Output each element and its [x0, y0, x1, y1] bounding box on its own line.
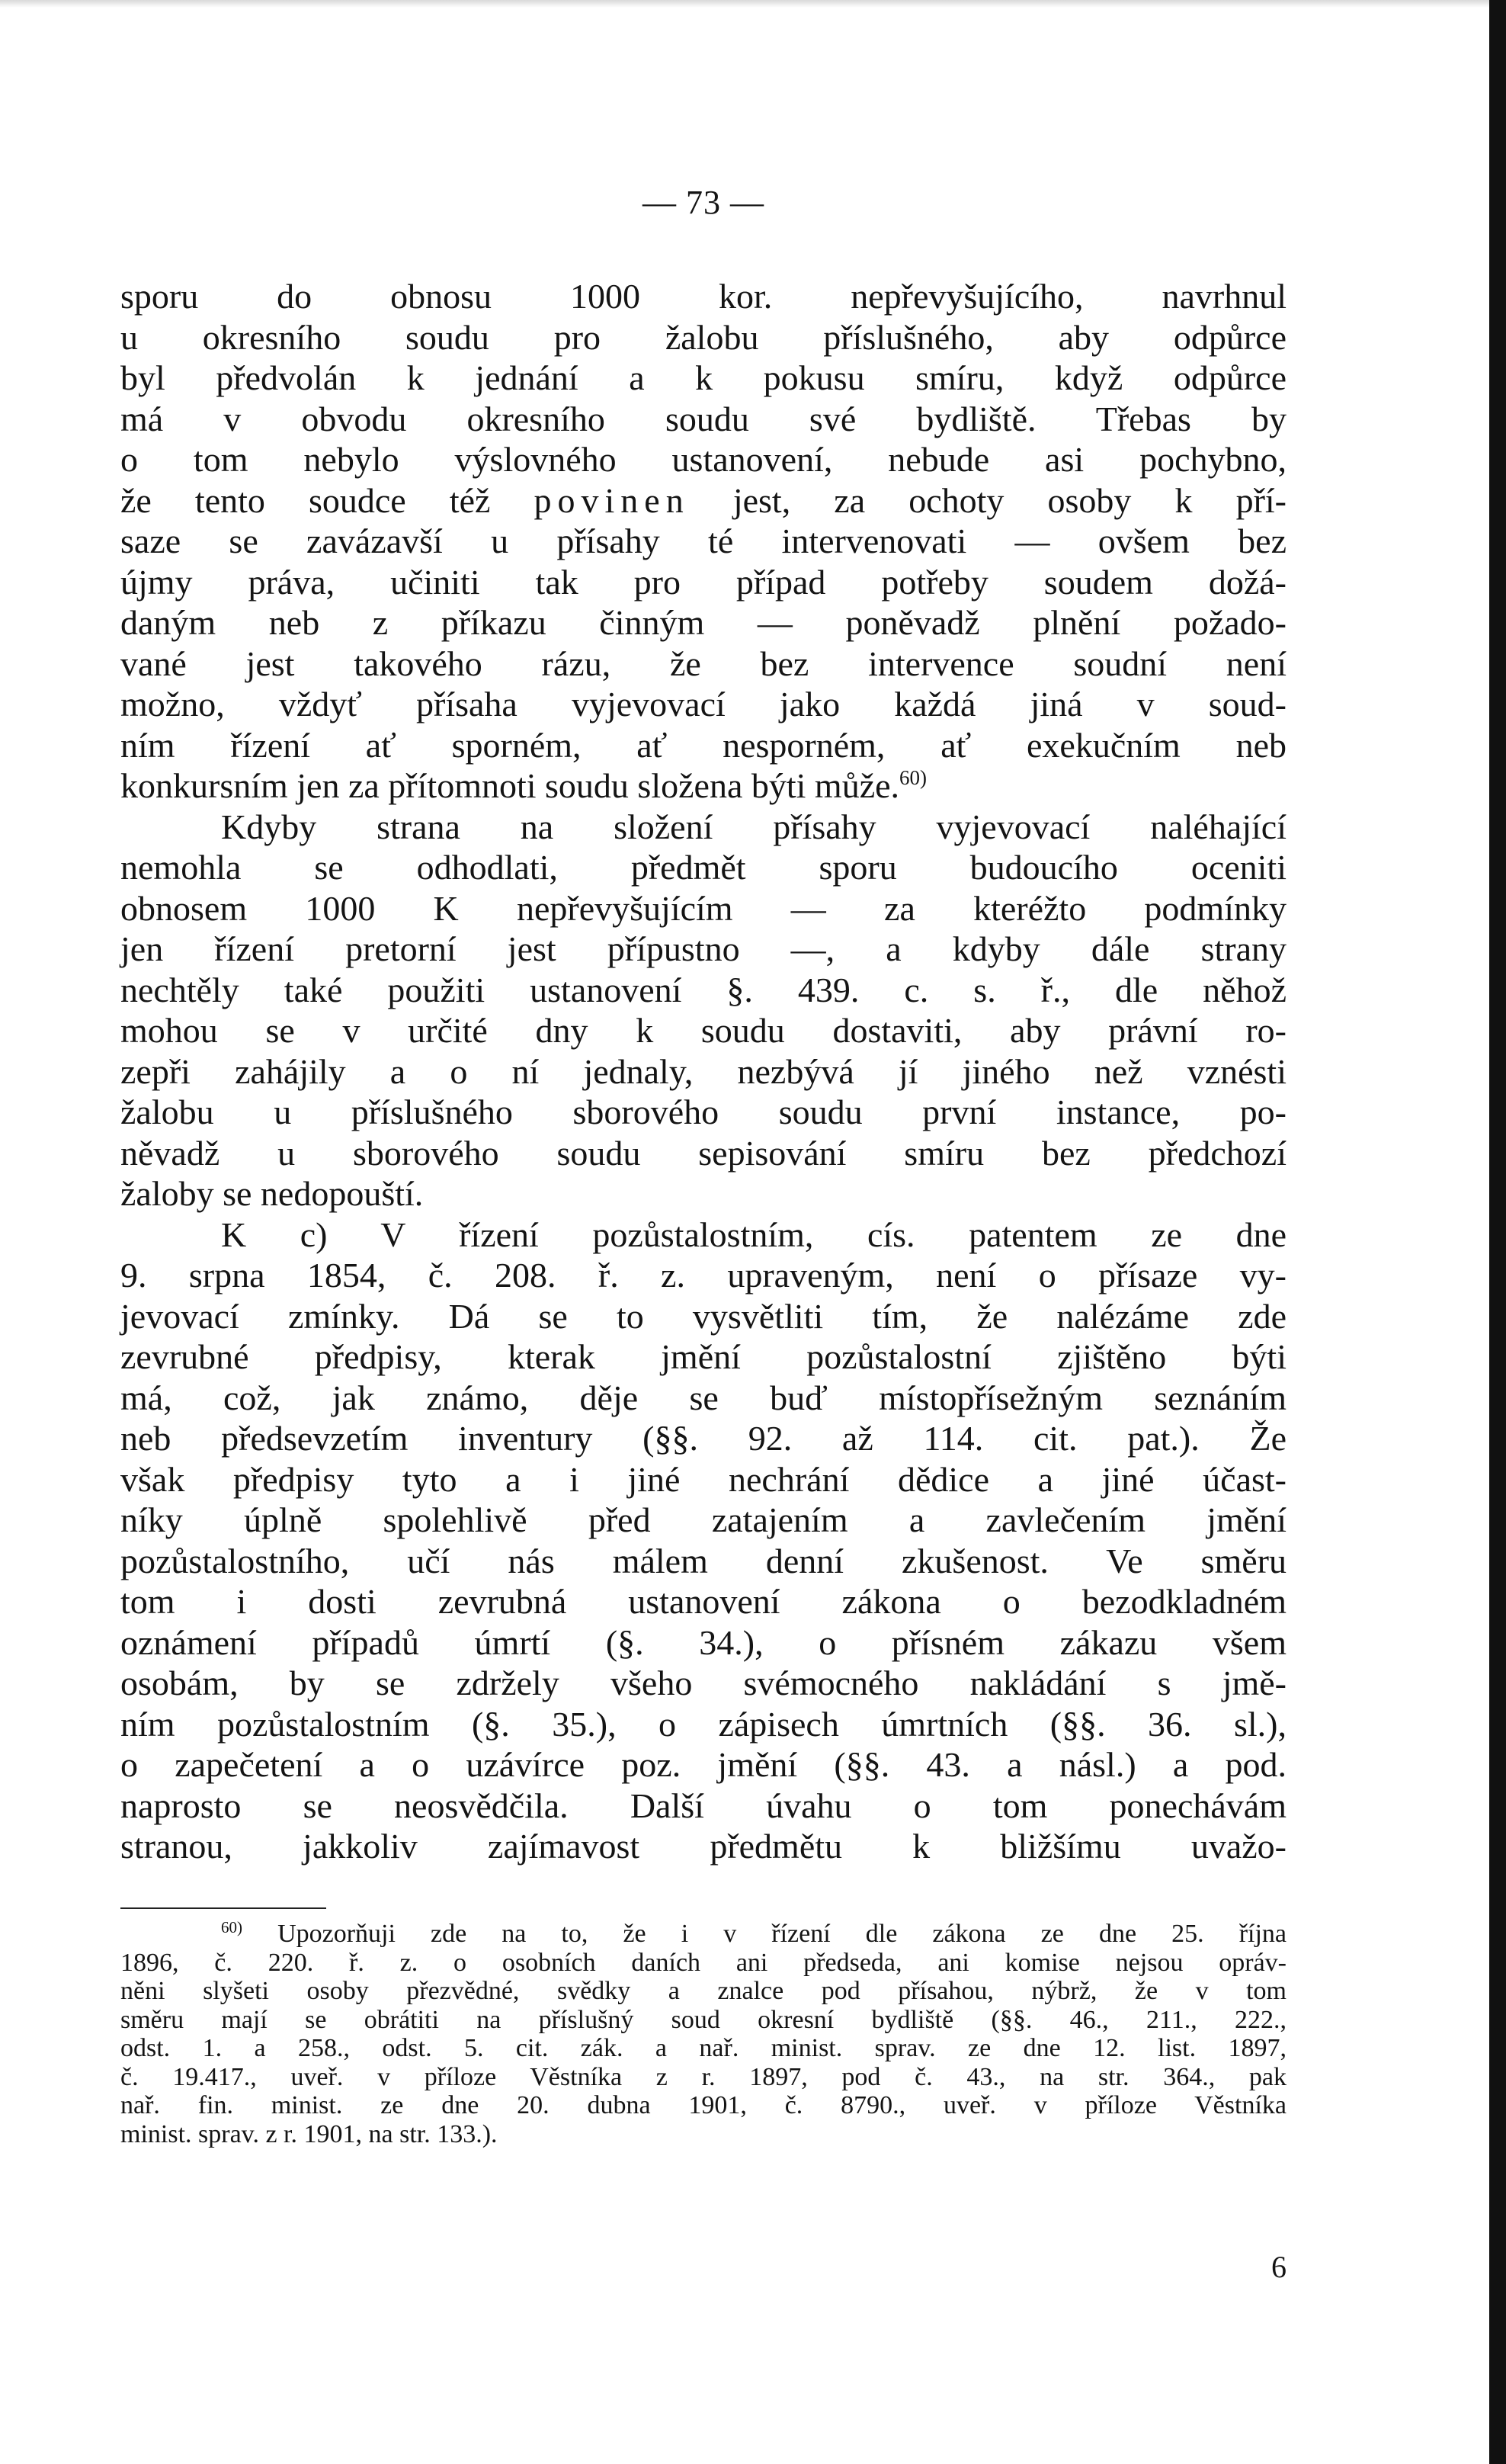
- text-line: o zapečetení a o uzávírce poz. jmění (§§. 43. a násl.) a pod.: [120, 1745, 1287, 1784]
- text-line: Kdyby strana na složení přísahy vyjevovací naléhající: [221, 807, 1287, 846]
- text-line: osobám, by se zdržely všeho svémocného nakládání s jmě-: [120, 1664, 1287, 1702]
- footnote-line: něni slyšeti osoby přezvědné, svědky a znalce pod přísahou, nýbrž, že v tom: [120, 1977, 1287, 2005]
- footnote-divider: [120, 1907, 326, 1909]
- text-segment: že tento soudce též: [120, 480, 491, 520]
- text-line: u okresního soudu pro žalobu příslušného, aby odpůrce: [120, 317, 1287, 357]
- text-line: vané jest takového rázu, že bez intervence soudní není: [120, 643, 1287, 683]
- text-line: neb předsevzetím inventury (§§. 92. až 114. cit. pat.). Že: [120, 1419, 1287, 1458]
- text-line: 9. srpna 1854, č. 208. ř. z. upraveným, není o přísaze vy-: [120, 1256, 1287, 1295]
- text-line: ním pozůstalostním (§. 35.), o zápisech úmrtních (§§. 36. sl.),: [120, 1704, 1287, 1744]
- scan-right-edge: [1489, 0, 1506, 2464]
- text-line: újmy práva, učiniti tak pro případ potřeby soudem dožá-: [120, 562, 1287, 602]
- text-line: má v obvodu okresního soudu své bydliště. Třebas by: [120, 399, 1287, 438]
- text-line: oznámení případů úmrtí (§. 34.), o přísném zákazu všem: [120, 1622, 1287, 1662]
- text-line: [120, 480, 1287, 521]
- text-line: stranou, jakkoliv zajímavost předmětu k bližšímu uvažo-: [120, 1827, 1287, 1866]
- footnote-block: [120, 1920, 1287, 2148]
- footnote-marker: 60): [221, 1918, 242, 1936]
- footnote-line: nař. fin. minist. ze dne 20. dubna 1901, č. 8790., uveř. v příloze Věstníka: [120, 2091, 1287, 2119]
- page-number: — 73 —: [642, 184, 764, 221]
- text-line: tom i dosti zevrubná ustanovení zákona o bezodkladném: [120, 1582, 1287, 1621]
- footnote-line: směru mají se obrátiti na příslušný soud okresní bydliště (§§. 46., 211., 222.,: [120, 2005, 1287, 2034]
- text-line: níky úplně spolehlivě před zatajením a zavlečením jmění: [120, 1500, 1287, 1539]
- text-line: byl předvolán k jednání a k pokusu smíru, když odpůrce: [120, 358, 1287, 397]
- text-line: možno, vždyť přísaha vyjevovací jako každá jiná v soud-: [120, 685, 1287, 723]
- text-line: saze se zavázavší u přísahy té intervenovati — ovšem bez: [120, 521, 1287, 560]
- footnote-line: č. 19.417., uveř. v příloze Věstníka z r. 1897, pod č. 43., na str. 364., pak: [120, 2062, 1287, 2091]
- text-line: K c) V řízení pozůstalostním, cís. patentem ze dne: [221, 1214, 1287, 1254]
- text-line: nemohla se odhodlati, předmět sporu budoucího oceniti: [120, 848, 1287, 887]
- text-segment: jest, za ochoty osoby k pří-: [732, 480, 1287, 520]
- text-line: pozůstalostního, učí nás málem denní zkušenost. Ve směru: [120, 1541, 1287, 1580]
- footnote-line: [120, 1920, 1287, 1949]
- text-line: žalobu u příslušného sborového soudu první instance, po-: [120, 1092, 1287, 1131]
- footnote-line: 1896, č. 220. ř. z. o osobních daních ani předseda, ani komise nejsou opráv-: [120, 1948, 1287, 1977]
- book-page: [120, 0, 1287, 2464]
- signature-mark: 6: [1271, 2250, 1287, 2284]
- footnote-line: minist. sprav. z r. 1901, na str. 133.).: [120, 2119, 498, 2148]
- text-line: o tom nebylo výslovného ustanovení, nebude asi pochybno,: [120, 440, 1287, 479]
- text-line: zepři zahájily a o ní jednaly, nezbývá jí jiného než vznésti: [120, 1051, 1287, 1091]
- text-line: [120, 765, 1287, 807]
- text-line: nechtěly také použiti ustanovení §. 439. c. s. ř., dle něhož: [120, 970, 1287, 1009]
- text-line: však předpisy tyto a i jiné nechrání dědice a jiné účast-: [120, 1459, 1287, 1499]
- text-segment: Upozorňuji zde na to, že i v řízení dle zákona ze dne 25. října: [277, 1920, 1287, 1948]
- text-line: mohou se v určité dny k soudu dostaviti, aby právní ro-: [120, 1011, 1287, 1050]
- text-line: naprosto se neosvědčila. Další úvahu o tom ponechávám: [120, 1785, 1287, 1825]
- text-line: ním řízení ať sporném, ať nesporném, ať exekučním neb: [120, 725, 1287, 765]
- text-line: sporu do obnosu 1000 kor. nepřevyšujícího, navrhnul: [120, 277, 1287, 316]
- text-line: daným neb z příkazu činným — poněvadž plnění požado-: [120, 603, 1287, 642]
- text-line: žaloby se nedopouští.: [120, 1174, 424, 1213]
- text-line: zevrubné předpisy, kterak jmění pozůstalostní zjištěno býti: [120, 1337, 1287, 1376]
- text-segment: konkursním jen za přítomnoti soudu složena býti může.: [120, 766, 900, 805]
- main-text: [120, 276, 1287, 1867]
- emphasized-word: povinen: [534, 480, 690, 520]
- text-line: jen řízení pretorní jest přípustno —, a kdyby dále strany: [120, 929, 1287, 968]
- footnote-reference: 60): [899, 766, 928, 789]
- text-line: jevovací zmínky. Dá se to vysvětliti tím, že nalézáme zde: [120, 1296, 1287, 1336]
- footnote-line: odst. 1. a 258., odst. 5. cit. zák. a nař. minist. sprav. ze dne 12. list. 1897,: [120, 2034, 1287, 2062]
- text-line: něvadž u sborového soudu sepisování smíru bez předchozí: [120, 1133, 1287, 1173]
- text-line: obnosem 1000 K nepřevyšujícím — za kteréžto podmínky: [120, 888, 1287, 928]
- text-line: má, což, jak známo, děje se buď místopřísežným seznáním: [120, 1378, 1287, 1417]
